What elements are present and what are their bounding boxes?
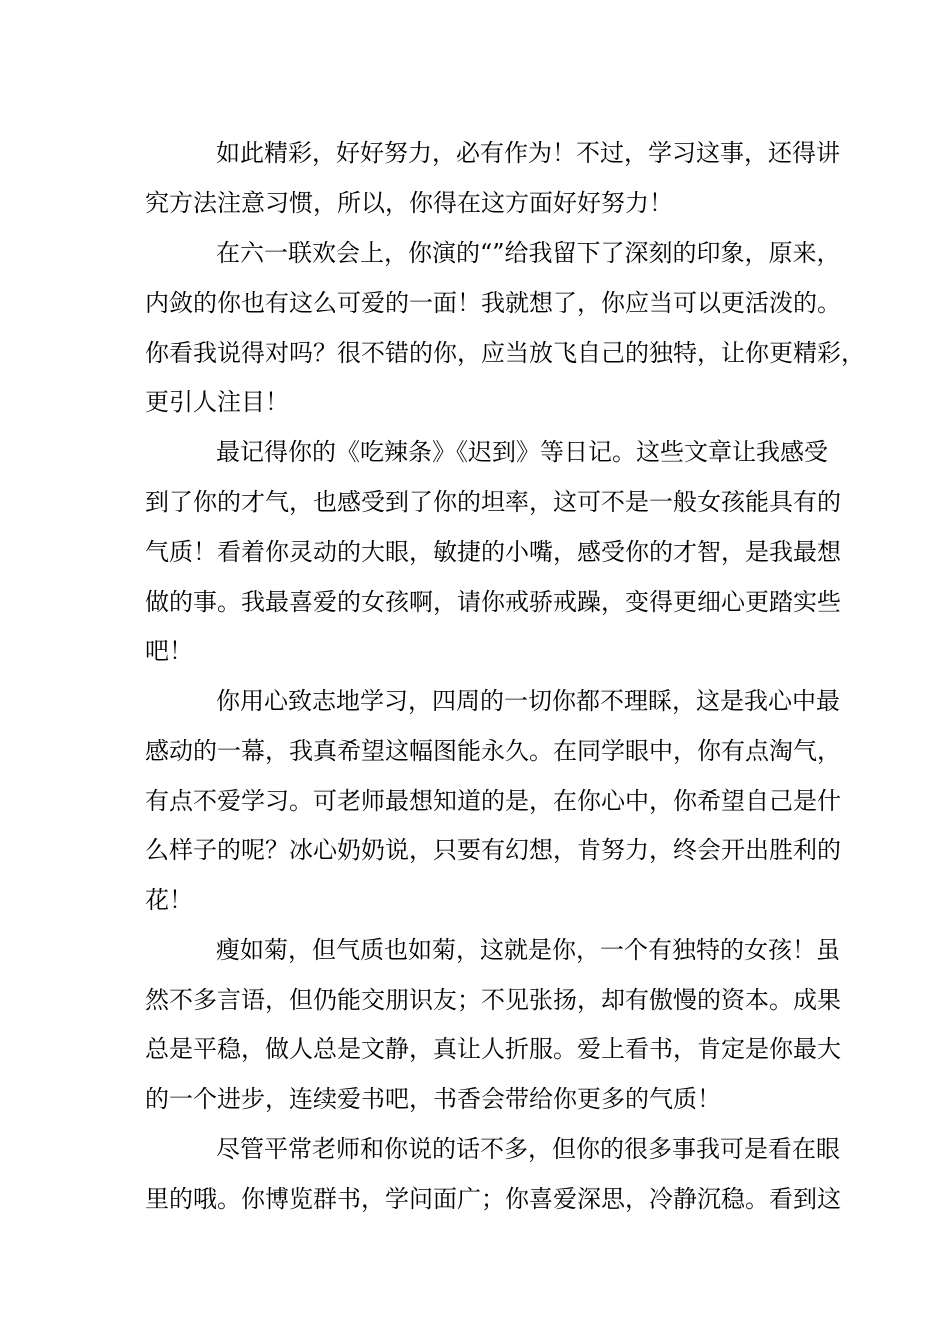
- paragraph-6-line-2: 里的哦。你博览群书，学问面广；你喜爱深思，冷静沉稳。看到这: [145, 1185, 841, 1213]
- paragraph-4-line-2: 感动的一幕，我真希望这幅图能永久。在同学眼中，你有点淘气，: [145, 737, 841, 765]
- paragraph-4-line-3: 有点不爱学习。可老师最想知道的是，在你心中，你希望自己是什: [145, 787, 841, 815]
- paragraph-3-line-3: 气质！看着你灵动的大眼，敏捷的小嘴，感受你的才智，是我最想: [145, 538, 841, 566]
- paragraph-5-line-4: 的一个进步，连续爱书吧，书香会带给你更多的气质！: [145, 1085, 721, 1113]
- paragraph-5-line-2: 然不多言语，但仍能交朋识友；不见张扬，却有傲慢的资本。成果: [145, 986, 841, 1014]
- paragraph-3-line-5: 吧！: [145, 637, 193, 665]
- paragraph-5-line-3: 总是平稳，做人总是文静，真让人折服。爱上看书，肯定是你最大: [145, 1035, 841, 1063]
- paragraph-4-line-4: 么样子的呢？冰心奶奶说，只要有幻想，肯努力，终会开出胜利的: [145, 836, 841, 864]
- paragraph-5-line-1: 瘦如菊，但气质也如菊，这就是你，一个有独特的女孩！虽: [216, 936, 840, 964]
- paragraph-1-line-2: 究方法注意习惯，所以，你得在这方面好好努力！: [145, 189, 673, 217]
- paragraph-3-line-1: 最记得你的《吃辣条》《迟到》等日记。这些文章让我感受: [216, 438, 828, 466]
- paragraph-2-line-3: 你看我说得对吗？很不错的你，应当放飞自己的独特，让你更精彩，: [145, 339, 865, 367]
- paragraph-2-line-1: 在六一联欢会上，你演的“”给我留下了深刻的印象，原来，: [216, 239, 841, 267]
- paragraph-3-line-2: 到了你的才气，也感受到了你的坦率，这可不是一般女孩能具有的: [145, 488, 841, 516]
- paragraph-2-line-2: 内敛的你也有这么可爱的一面！我就想了，你应当可以更活泼的。: [145, 289, 841, 317]
- paragraph-4-line-1: 你用心致志地学习，四周的一切你都不理睬，这是我心中最: [216, 687, 840, 715]
- paragraph-4-line-5: 花！: [145, 886, 193, 914]
- paragraph-6-line-1: 尽管平常老师和你说的话不多，但你的很多事我可是看在眼: [216, 1135, 840, 1163]
- paragraph-2-line-4: 更引人注目！: [145, 388, 289, 416]
- paragraph-1-line-1: 如此精彩，好好努力，必有作为！不过，学习这事，还得讲: [216, 139, 840, 167]
- paragraph-3-line-4: 做的事。我最喜爱的女孩啊，请你戒骄戒躁，变得更细心更踏实些: [145, 588, 841, 616]
